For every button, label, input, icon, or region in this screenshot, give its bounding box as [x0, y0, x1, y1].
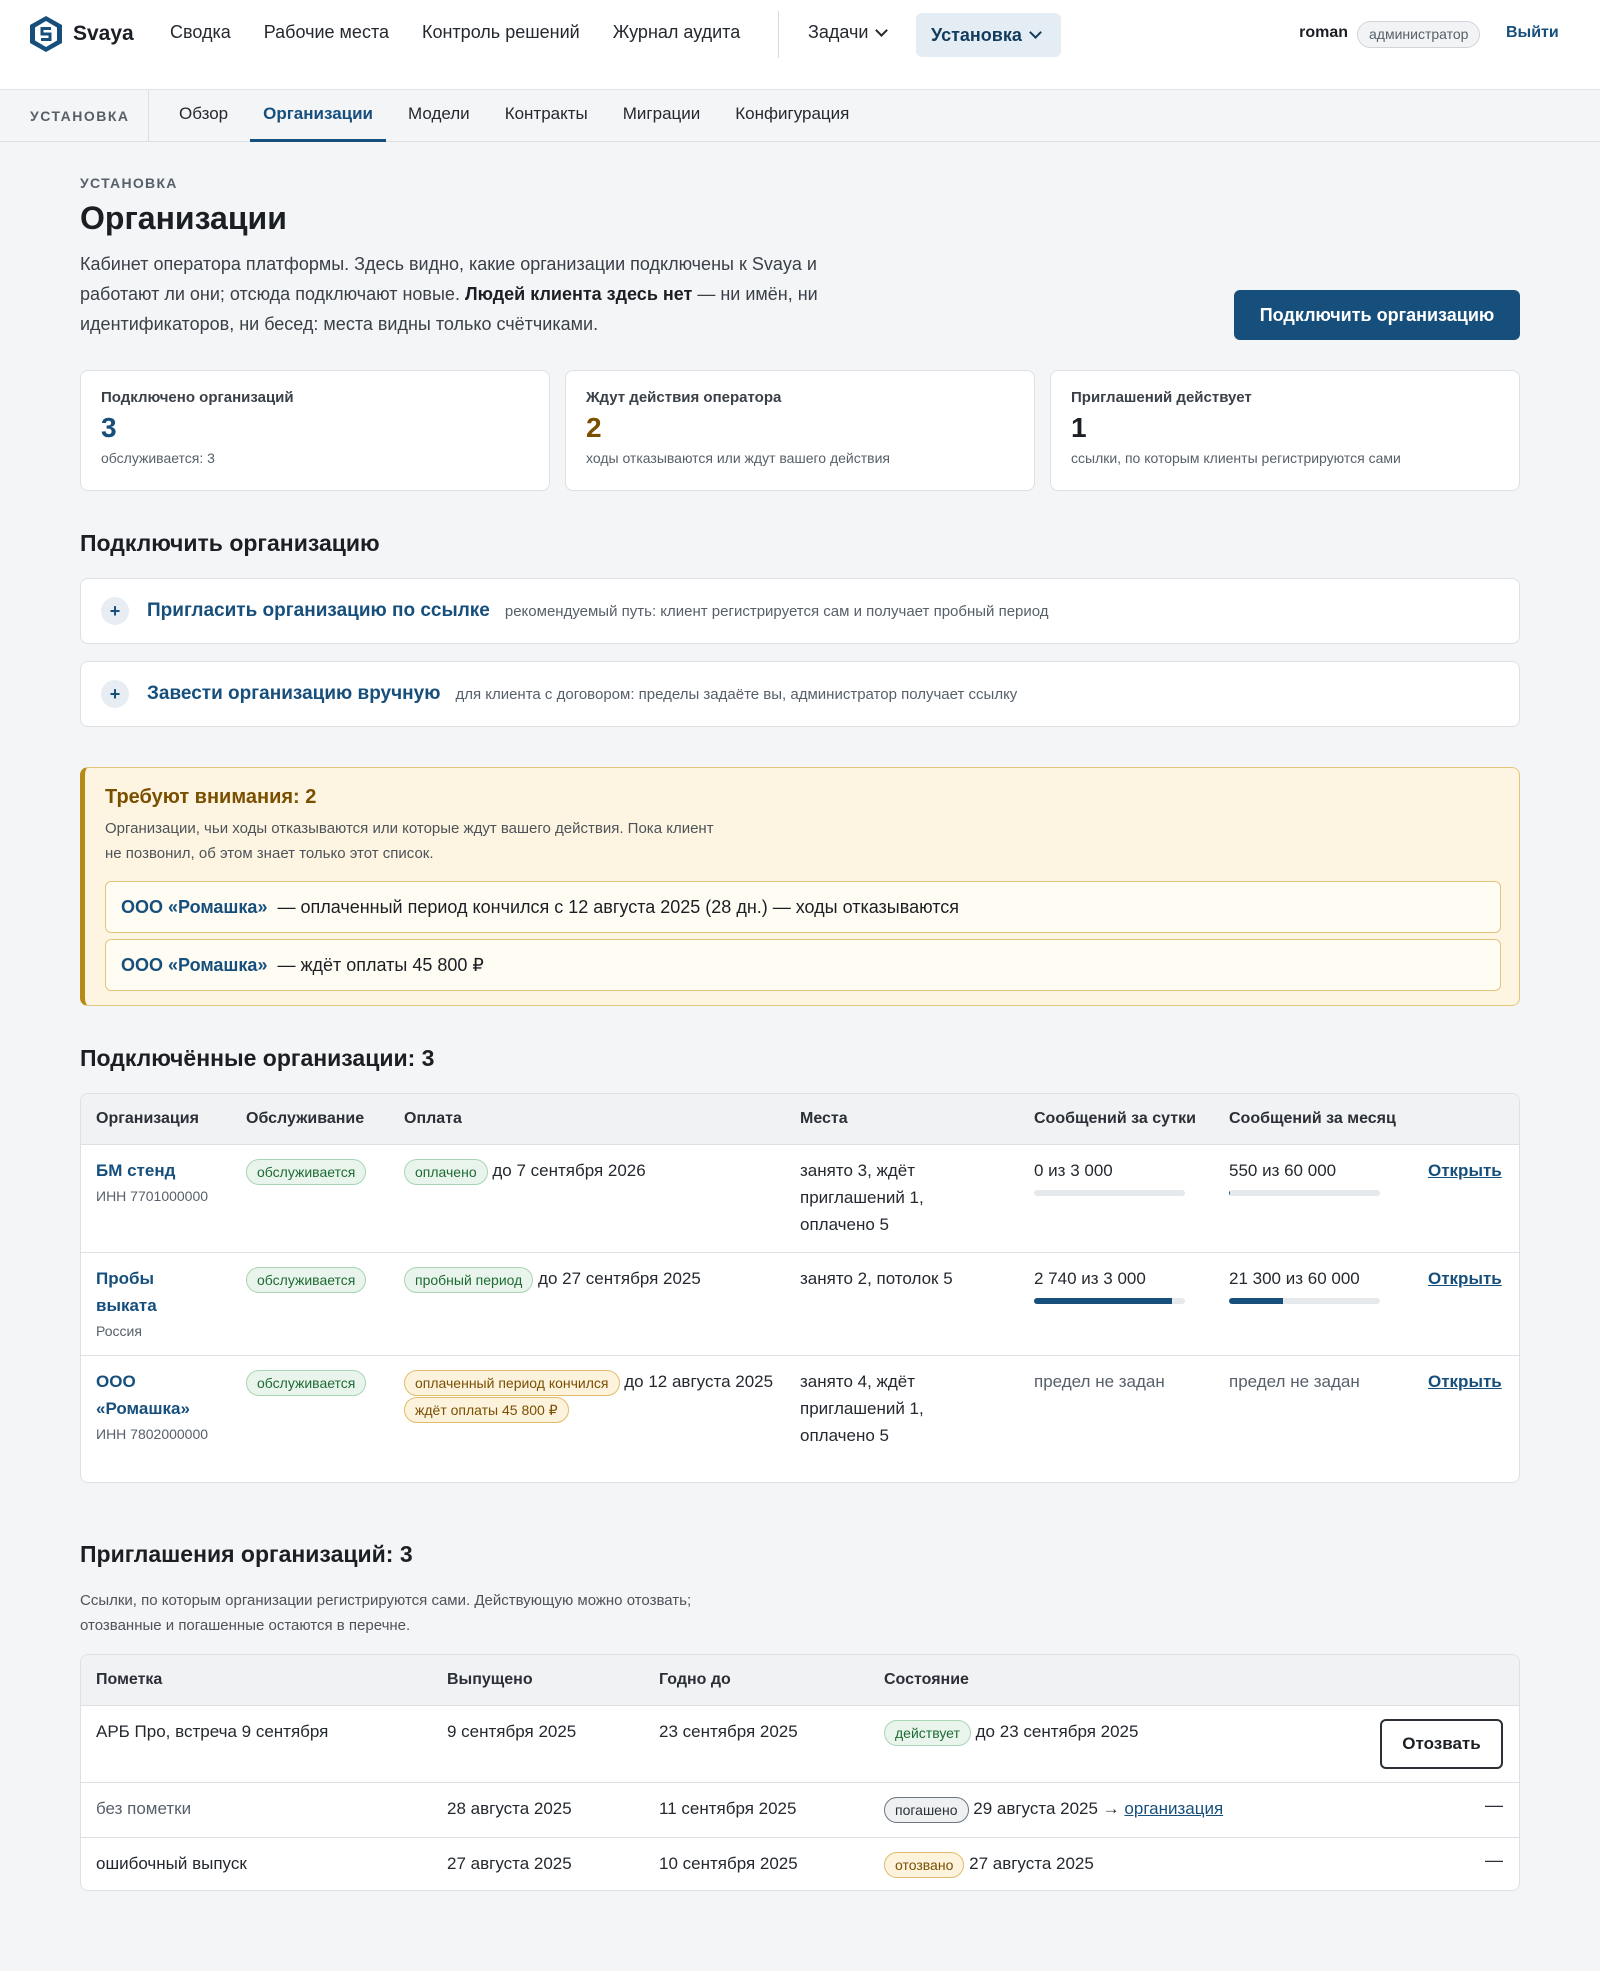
daily-usage-cell [1034, 1157, 1185, 1196]
invite-valid-until: 11 сентября 2025 [659, 1799, 797, 1818]
nav-install-dropdown[interactable] [916, 13, 1061, 57]
stat-value: 2 [586, 412, 602, 443]
seats-cell: занято 4, ждёт приглашений 1, оплачено 5 [800, 1372, 924, 1445]
app-logo[interactable] [29, 15, 134, 53]
stat-card-connected [80, 370, 550, 491]
subnav-divider [148, 90, 149, 142]
intro-bold-text: Людей клиента здесь нет [464, 284, 693, 304]
payment-badge: оплаченный период кончился [404, 1370, 620, 1396]
invite-valid-until: 23 сентября 2025 [659, 1722, 798, 1741]
payment-badge: пробный период [404, 1267, 533, 1293]
manual-org-note: для клиента с договором: пределы задаёте вы, администратор получает ссылку [455, 685, 1018, 703]
daily-usage-text: 2 740 из 3 000 [1034, 1269, 1146, 1288]
service-badge: обслуживается [246, 1370, 366, 1396]
svaya-logo-icon [29, 15, 63, 53]
org-sub: ИНН 7701000000 [96, 1188, 209, 1204]
top-bar [0, 0, 1600, 90]
payment-cell [404, 1157, 774, 1185]
tab-organizations[interactable]: Организации [250, 90, 386, 142]
tab-migrations[interactable]: Миграции [622, 104, 701, 123]
stat-card-awaiting [565, 370, 1035, 491]
invite-by-link-note: рекомендуемый путь: клиент регистрируется сам и получает пробный период [504, 602, 1049, 620]
attention-org-link[interactable]: ООО «Ромашка» [121, 954, 268, 975]
column-header: Места [800, 1110, 848, 1127]
column-header: Сообщений за месяц [1229, 1110, 1396, 1127]
nav-decision-control[interactable]: Контроль решений [422, 22, 580, 42]
column-header: Обслуживание [246, 1110, 365, 1127]
attention-panel [80, 767, 1520, 1006]
user-name: roman [1299, 24, 1348, 41]
payment-text: до 27 сентября 2025 [538, 1269, 701, 1288]
stat-note: ходы отказываются или ждут вашего действия [586, 450, 890, 466]
logout-link[interactable]: Выйти [1506, 24, 1559, 41]
state-text: до 23 сентября 2025 [975, 1722, 1139, 1741]
table-row [81, 1253, 1519, 1356]
service-cell [246, 1368, 366, 1396]
attention-item-text: — ждёт оплаты 45 800 ₽ [277, 954, 484, 975]
service-badge: обслуживается [246, 1267, 366, 1293]
service-badge: обслуживается [246, 1159, 366, 1185]
invite-note: без пометки [96, 1799, 192, 1818]
nav-tasks-label: Задачи [808, 22, 869, 42]
attention-title: Требуют внимания: 2 [105, 786, 317, 808]
service-cell [246, 1157, 366, 1185]
open-org-link[interactable]: Открыть [1428, 1161, 1502, 1180]
nav-workplaces[interactable]: Рабочие места [263, 22, 389, 42]
revoke-invite-button[interactable]: Отозвать [1380, 1719, 1503, 1769]
daily-usage-bar [1034, 1190, 1185, 1196]
tab-contracts[interactable]: Контракты [504, 104, 588, 123]
tab-configuration[interactable]: Конфигурация [735, 104, 850, 123]
org-sub: Россия [96, 1323, 142, 1339]
column-header: Пометка [96, 1671, 163, 1688]
intro-text: Кабинет оператора платформы. Здесь видно, какие организации подключены к Svaya и работают ли они; отсюда подключают новые. [80, 254, 817, 304]
attention-org-link[interactable]: ООО «Ромашка» [121, 896, 268, 917]
invite-by-link-title[interactable]: Пригласить организацию по ссылке [147, 600, 490, 621]
attention-item-text: — оплаченный период кончился с 12 августа 2025 (28 дн.) — ходы отказываются [277, 896, 960, 917]
seats-cell: занято 3, ждёт приглашений 1, оплачено 5 [800, 1161, 924, 1234]
invite-valid-until: 10 сентября 2025 [659, 1854, 798, 1873]
invite-state-cell [884, 1718, 1138, 1746]
table-row [81, 1356, 1519, 1482]
stat-label: Приглашений действует [1071, 389, 1252, 406]
stat-note: ссылки, по которым клиенты регистрируются сами [1071, 450, 1401, 466]
nav-tasks-dropdown[interactable] [808, 22, 886, 43]
open-org-link[interactable]: Открыть [1428, 1269, 1502, 1288]
stat-value: 1 [1071, 412, 1087, 443]
connect-organization-button[interactable]: Подключить организацию [1234, 290, 1520, 340]
payment-text: до 12 августа 2025 [624, 1372, 774, 1391]
invite-issued: 9 сентября 2025 [447, 1722, 577, 1741]
nav-audit-log[interactable]: Журнал аудита [612, 22, 741, 42]
page-intro [80, 249, 870, 339]
state-badge: отозвано [884, 1852, 964, 1878]
invites-description: Ссылки, по которым организации регистрируются сами. Действующую можно отозвать; отозванные и погашенные остаются в перечне. [80, 1592, 692, 1634]
attention-item [105, 939, 1501, 991]
no-action: — [1485, 1795, 1503, 1815]
role-badge: администратор [1357, 21, 1480, 48]
column-header: Организация [96, 1110, 199, 1127]
state-badge: действует [884, 1720, 971, 1746]
payment-cell [404, 1368, 774, 1423]
org-cell [96, 1157, 216, 1208]
stat-label: Подключено организаций [101, 389, 294, 406]
invite-note: АРБ Про, встреча 9 сентября [96, 1722, 329, 1741]
connect-section-title: Подключить организацию [80, 530, 380, 556]
orgs-table [80, 1093, 1520, 1483]
column-header: Годно до [659, 1671, 731, 1688]
open-org-link[interactable]: Открыть [1428, 1372, 1502, 1391]
usage-bar-fill [1034, 1298, 1172, 1304]
payment-due-badge: ждёт оплаты 45 800 ₽ [404, 1397, 569, 1423]
manual-org-card[interactable] [80, 661, 1520, 727]
table-row [81, 1706, 1519, 1783]
monthly-usage-bar [1229, 1190, 1380, 1196]
page-title: Организации [80, 200, 287, 236]
monthly-usage-bar [1229, 1298, 1380, 1304]
org-cell [96, 1368, 216, 1446]
no-action: — [1485, 1850, 1503, 1870]
invite-state-cell [884, 1795, 1223, 1823]
table-header [81, 1655, 1519, 1706]
chevron-down-icon [1029, 26, 1042, 39]
plus-icon: + [101, 680, 129, 708]
seats-cell: занято 2, потолок 5 [800, 1269, 953, 1288]
state-badge: погашено [884, 1797, 969, 1823]
daily-usage-cell [1034, 1265, 1185, 1304]
nav-install-label: Установка [931, 24, 1022, 45]
chevron-down-icon [876, 24, 889, 37]
state-text: 29 августа 2025 → [973, 1799, 1120, 1818]
invite-by-link-card[interactable] [80, 578, 1520, 644]
invites-section-title: Приглашения организаций: 3 [80, 1541, 413, 1567]
invite-issued: 27 августа 2025 [447, 1854, 572, 1873]
org-sub: ИНН 7802000000 [96, 1426, 209, 1442]
column-header: Сообщений за сутки [1034, 1110, 1196, 1127]
stat-value: 3 [101, 412, 117, 443]
monthly-usage-text: 550 из 60 000 [1229, 1161, 1337, 1180]
usage-bar-fill [1229, 1190, 1230, 1196]
org-cell [96, 1265, 216, 1343]
monthly-usage-cell [1229, 1265, 1380, 1304]
nav-divider [778, 11, 779, 58]
sub-nav [0, 90, 1600, 142]
service-cell [246, 1265, 366, 1293]
table-row [81, 1838, 1519, 1891]
nav-summary[interactable]: Сводка [170, 22, 231, 42]
subnav-section-label: УСТАНОВКА [30, 108, 130, 124]
page-eyebrow: УСТАНОВКА [80, 175, 178, 191]
invite-issued: 28 августа 2025 [447, 1799, 572, 1818]
column-header: Выпущено [447, 1671, 533, 1688]
intro-text-end: — ни имён, ни идентификаторов, ни бесед: места видны только счётчиками. [80, 284, 818, 334]
monthly-usage-cell [1229, 1157, 1380, 1196]
tab-models[interactable]: Модели [408, 104, 470, 123]
state-text: 27 августа 2025 [969, 1854, 1094, 1873]
stat-label: Ждут действия оператора [586, 389, 782, 406]
main-nav [170, 22, 773, 43]
invite-state-cell [884, 1850, 1094, 1878]
payment-text: до 7 сентября 2026 [492, 1161, 646, 1180]
org-name-link[interactable]: ООО «Ромашка» [96, 1372, 190, 1418]
attention-item [105, 881, 1501, 933]
payment-badge: оплачено [404, 1159, 488, 1185]
orgs-section-title: Подключённые организации: 3 [80, 1045, 435, 1071]
daily-usage-text: 0 из 3 000 [1034, 1161, 1113, 1180]
table-header [81, 1094, 1519, 1145]
usage-bar-fill [1229, 1298, 1283, 1304]
app-name: Svaya [73, 22, 134, 45]
table-row [81, 1783, 1519, 1838]
payment-cell [404, 1265, 774, 1293]
column-header: Оплата [404, 1110, 462, 1127]
manual-org-title[interactable]: Завести организацию вручную [147, 683, 441, 704]
daily-usage-bar [1034, 1298, 1185, 1304]
stat-note: обслуживается: 3 [101, 450, 215, 466]
attention-description: Организации, чьи ходы отказываются или которые ждут вашего действия. Пока клиент не позвонил, об этом знает только этот список. [105, 820, 714, 862]
tab-overview[interactable]: Обзор [179, 104, 229, 123]
daily-usage-cell: предел не задан [1034, 1372, 1165, 1391]
invite-note: ошибочный выпуск [96, 1854, 247, 1873]
monthly-usage-text: 21 300 из 60 000 [1229, 1269, 1360, 1288]
monthly-usage-cell: предел не задан [1229, 1372, 1360, 1391]
organization-link[interactable]: организация [1124, 1799, 1224, 1818]
column-header: Состояние [884, 1671, 969, 1688]
stat-card-invites [1050, 370, 1520, 491]
org-name-link[interactable]: Пробы выката [96, 1269, 157, 1315]
org-name-link[interactable]: БМ стенд [96, 1161, 176, 1180]
invites-table [80, 1654, 1520, 1891]
plus-icon: + [101, 597, 129, 625]
table-row [81, 1145, 1519, 1253]
